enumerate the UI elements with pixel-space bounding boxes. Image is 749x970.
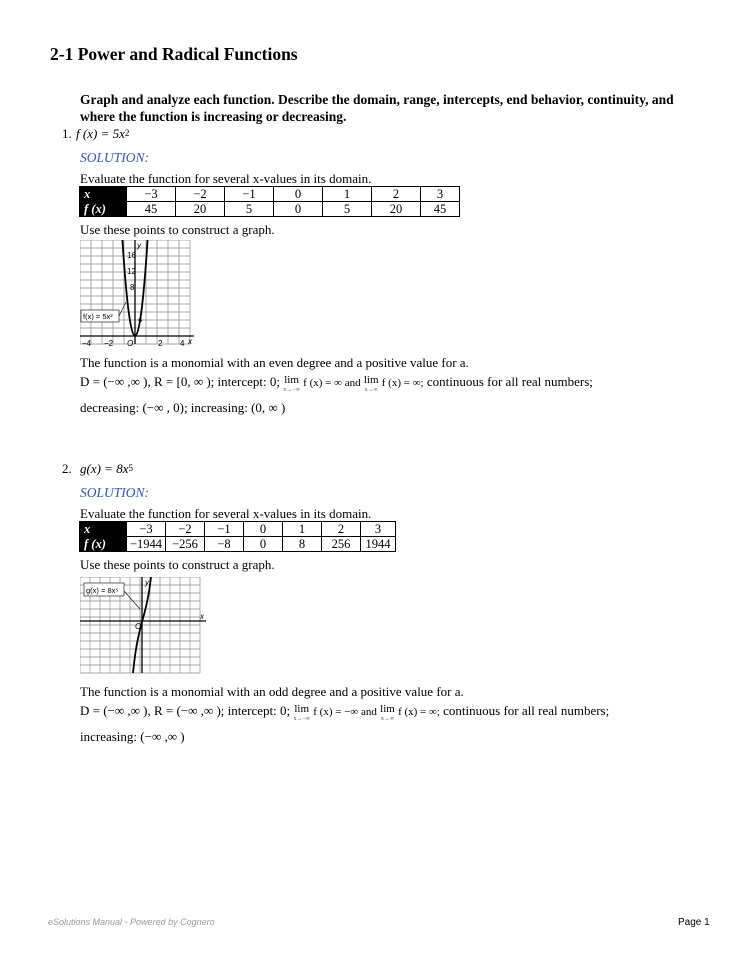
table-cell: −256 [166, 537, 205, 552]
table-cell: 5 [225, 202, 274, 217]
table-cell: 20 [176, 202, 225, 217]
domain-range-text: D = (−∞ ,∞ ), R = (−∞ ,∞ ); intercept: 0; [80, 702, 291, 718]
table-row-fx [80, 202, 460, 217]
table-cell: 256 [322, 537, 361, 552]
x-tick-label: 2 [158, 339, 163, 348]
problem-equation [76, 126, 129, 142]
analysis-line [80, 702, 609, 722]
x-tick-label: −2 [104, 339, 114, 348]
table-cell: 1 [323, 187, 372, 202]
solution-label: SOLUTION: [80, 150, 150, 165]
monotonicity-text: decreasing: (−∞ , 0); increasing: (0, ∞ ) [80, 400, 286, 415]
table-cell: −3 [127, 187, 176, 202]
evaluate-text: Evaluate the function for several x-values in its domain. [80, 506, 372, 521]
table-cell: −2 [176, 187, 225, 202]
table-cell: −1 [205, 522, 244, 537]
footer-credit: eSolutions Manual - Powered by Cognero [48, 917, 215, 927]
table-cell: 1944 [361, 537, 396, 552]
label-pointer [124, 591, 140, 609]
graph-intro-text: Use these points to construct a graph. [80, 222, 275, 237]
limit-left [293, 704, 310, 724]
x-tick-label: 4 [180, 339, 185, 348]
table-cell: 3 [361, 522, 396, 537]
function-label: f(x) = 5x² [83, 312, 113, 321]
lim-subscript: x→−∞ [283, 387, 300, 393]
equation-exponent: 2 [124, 128, 130, 138]
function-label: g(x) = 8x⁵ [86, 586, 119, 595]
solution-label: SOLUTION: [80, 485, 150, 500]
lim-word: lim [294, 703, 310, 715]
table-cell: 2 [322, 522, 361, 537]
x-axis-label: x [200, 612, 204, 621]
table-cell: 20 [372, 202, 421, 217]
lim-subscript: x→∞ [380, 716, 395, 722]
conclusion-text: The function is a monomial with an even degree and a positive value for a. [80, 355, 469, 370]
table-cell: 45 [127, 202, 176, 217]
table-cell: −1 [225, 187, 274, 202]
table-cell: 0 [244, 537, 283, 552]
limit-right [364, 375, 379, 395]
instructions: Graph and analyze each function. Describe the domain, range, intercepts, end behavior, continuity, and where the function is increasing or decreasing. [80, 92, 674, 124]
table-cell: −3 [127, 522, 166, 537]
table-cell: 3 [421, 187, 460, 202]
problem-equation [80, 461, 133, 477]
graph-intro-text: Use these points to construct a graph. [80, 557, 275, 572]
x-axis-label: x [188, 337, 192, 346]
equation-exponent: 5 [128, 463, 133, 473]
y-tick-label: 16 [127, 251, 136, 260]
continuity-text: continuous for all real numbers; [443, 702, 610, 718]
lim-word: lim [284, 374, 299, 386]
table-cell: −2 [166, 522, 205, 537]
lim-subscript: x→∞ [364, 387, 378, 393]
limit-right [380, 704, 395, 724]
table-row-x [80, 522, 396, 537]
limit-expression-left: f (x) = ∞ and [303, 376, 361, 389]
graph-f [80, 240, 196, 350]
conclusion-text: The function is a monomial with an odd degree and a positive value for a. [80, 684, 464, 699]
page-number: Page 1 [678, 917, 710, 928]
lim-word: lim [363, 374, 379, 386]
evaluate-text: Evaluate the function for several x-values in its domain. [80, 171, 372, 186]
table-row-x [80, 187, 460, 202]
limit-left [283, 375, 300, 395]
values-table [79, 186, 460, 217]
table-cell: −8 [205, 537, 244, 552]
y-tick-label: 12 [127, 267, 136, 276]
table-cell: 2 [372, 187, 421, 202]
lim-word: lim [380, 703, 395, 715]
problem-number: 2. [62, 461, 72, 476]
table-header-fx: f (x) [80, 537, 127, 552]
x-tick-label: −4 [82, 339, 92, 348]
table-cell: 45 [421, 202, 460, 217]
table-header-x: x [80, 522, 127, 537]
monotonicity-text: increasing: (−∞ ,∞ ) [80, 729, 185, 744]
equation-base: g(x) = 8x [80, 461, 129, 476]
domain-range-text: D = (−∞ ,∞ ), R = [0, ∞ ); intercept: 0; [80, 373, 280, 389]
analysis-line [80, 373, 593, 393]
limit-expression-right: f (x) = ∞; [398, 705, 440, 718]
table-cell: 0 [244, 522, 283, 537]
y-axis-label: y [137, 241, 141, 250]
table-cell: 5 [323, 202, 372, 217]
table-header-fx: f (x) [80, 202, 127, 217]
table-cell: −1944 [127, 537, 166, 552]
table-header-x: x [80, 187, 127, 202]
y-tick-label: 4 [138, 315, 143, 324]
values-table [79, 521, 396, 552]
table-cell: 0 [274, 202, 323, 217]
y-axis-label: y [145, 578, 149, 587]
continuity-text: continuous for all real numbers; [426, 373, 593, 389]
y-tick-label: 8 [130, 283, 135, 292]
table-row-fx [80, 537, 396, 552]
page-title: 2-1 Power and Radical Functions [50, 44, 298, 64]
table-cell: 1 [283, 522, 322, 537]
limit-expression-left: f (x) = −∞ and [313, 705, 377, 718]
graph-g [80, 577, 212, 677]
table-cell: 8 [283, 537, 322, 552]
limit-expression-right: f (x) = ∞; [381, 376, 424, 389]
equation-base: f (x) = 5x [76, 126, 125, 141]
table-cell: 0 [274, 187, 323, 202]
origin-label: O [135, 622, 142, 631]
origin-label: O [127, 339, 134, 348]
problem-number: 1. [62, 126, 72, 141]
lim-subscript: x→−∞ [293, 716, 311, 722]
